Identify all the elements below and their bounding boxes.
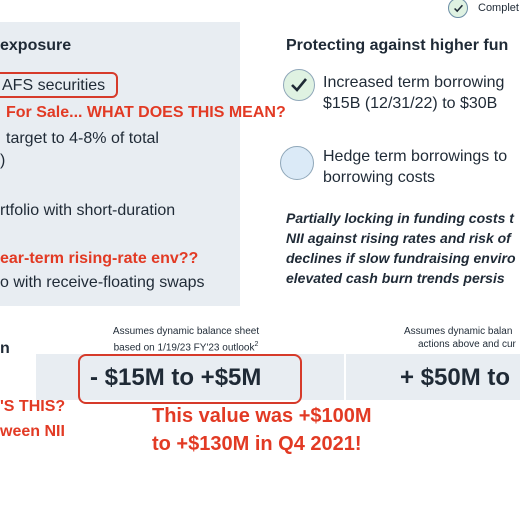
annotation-rising-rate: ear-term rising-rate env?? xyxy=(0,250,199,267)
left-line-paren: ) xyxy=(0,152,6,169)
right-item1-line1: Increased term borrowing xyxy=(323,74,505,91)
annotation-afs-question: For Sale... WHAT DOES THIS MEAN? xyxy=(6,104,286,121)
assumption-1-line1: Assumes dynamic balance sheet xyxy=(112,326,260,337)
assumption-1-line2-text: based on 1/19/23 FY'23 outlook xyxy=(113,342,255,354)
assumption-2-line2: actions above and cur xyxy=(418,339,516,350)
slide-title-fragment xyxy=(0,0,400,6)
nii-sensitivity-value-1: - $15M to +$5M xyxy=(90,364,262,391)
right-item2-line2: borrowing costs xyxy=(323,169,436,186)
right-item1-line2: $15B (12/31/22) to $30B xyxy=(323,95,498,112)
left-heading: exposure xyxy=(0,37,72,54)
bottom-left-fragment: n xyxy=(0,340,10,357)
annotation-value-line1: This value was +$100M xyxy=(152,405,372,427)
annotation-value-line2: to +$130M in Q4 2021! xyxy=(152,433,362,455)
checkmark-circle-icon xyxy=(283,69,315,101)
value-band-divider xyxy=(344,354,346,400)
empty-status-circle-icon xyxy=(280,146,314,180)
right-heading: Protecting against higher fun xyxy=(286,37,509,54)
assumption-2-line1: Assumes dynamic balan xyxy=(404,326,513,337)
cropped-title-glyphs xyxy=(0,0,400,6)
afs-securities-label: AFS securities xyxy=(2,77,106,94)
annotation-left-line2: ween NII xyxy=(0,423,65,440)
right-italic-line: Partially locking in funding costs t xyxy=(286,210,514,226)
annotation-left-line1: 'S THIS? xyxy=(0,398,66,415)
assumption-1 xyxy=(86,325,286,354)
right-italic-line: elevated cash burn trends persis xyxy=(286,270,505,286)
nii-sensitivity-value-2: + $50M to xyxy=(400,364,511,391)
left-line-target: target to 4-8% of total xyxy=(6,130,159,147)
right-italic-line: declines if slow fundraising enviro xyxy=(286,250,516,266)
left-line-portfolio: rtfolio with short-duration xyxy=(0,202,176,219)
assumption-1-footnote: 2 xyxy=(254,341,259,348)
right-item2-line1: Hedge term borrowings to xyxy=(323,148,508,165)
complete-check-icon xyxy=(448,0,468,18)
assumption-1-line2 xyxy=(86,338,286,354)
complete-legend-label: Complet xyxy=(478,2,519,14)
assumption-2 xyxy=(404,325,520,351)
right-italic-line: NII against rising rates and risk of xyxy=(286,230,511,246)
left-line-swaps: o with receive-floating swaps xyxy=(0,274,205,291)
